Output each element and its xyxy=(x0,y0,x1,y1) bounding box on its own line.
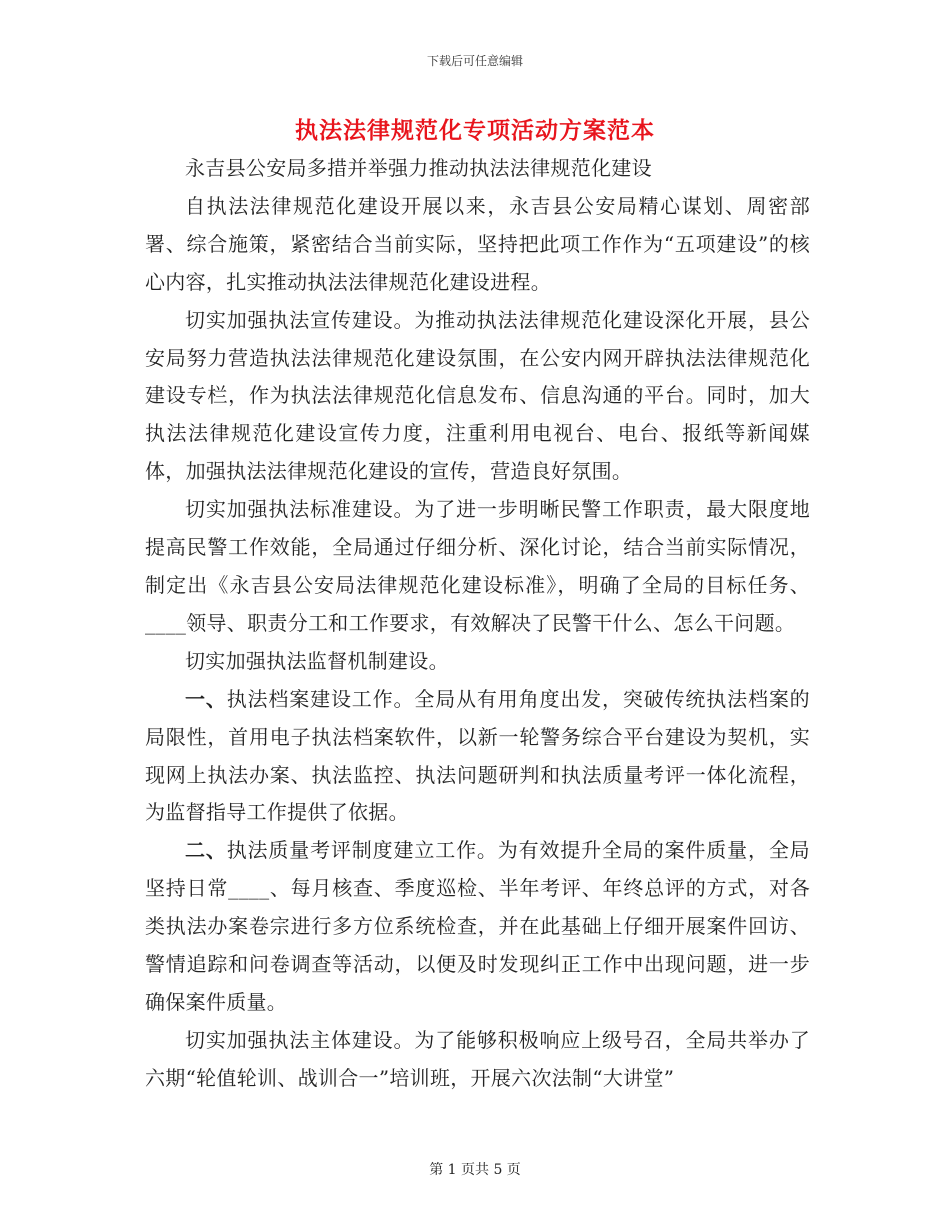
item-one-text: 执法档案建设工作。全局从有用角度出发，突破传统执法档案的局限性，首用电子执法档案软件，以新一轮警务综合平台建设为契机，实现网上执法办案、执法监控、执法问题研判和执法质量考评一体化流程，为监督指导工作提供了依据。 xyxy=(145,686,810,825)
paragraph-standards: 切实加强执法标准建设。为了进一步明晰民警工作职责，最大限度地提高民警工作效能，全局通过仔细分析、深化讨论，结合当前实际情况，制定出《永吉县公安局法律规范化建设标准》，明确了全局的目标任务、____领导、职责分工和工作要求，有效解决了民警干什么、怎么干问题。 xyxy=(145,497,810,635)
document-body xyxy=(145,150,810,1098)
item-two-text: 执法质量考评制度建立工作。为有效提升全局的案件质量，全局坚持日常____、每月核查、季度巡检、半年考评、年终总评的方式，对各类执法办案卷宗进行多方位系统检查，并在此基础上仔细开展案件回访、警情追踪和问卷调查等活动，以便及时发现纠正工作中出现问题，进一步确保案件质量。 xyxy=(145,838,810,1014)
paragraph-publicity: 切实加强执法宣传建设。为推动执法法律规范化建设深化开展，县公安局努力营造执法法律规范化建设氛围，在公安内网开辟执法法律规范化建设专栏，作为执法法律规范化信息发布、信息沟通的平台。同时，加大执法法律规范化建设宣传力度，注重利用电视台、电台、报纸等新闻媒体，加强执法法律规范化建设的宣传，营造良好氛围。 xyxy=(145,307,810,484)
item-two-lead: 二、 xyxy=(185,838,227,863)
paragraph-subtitle: 永吉县公安局多措并举强力推动执法法律规范化建设 xyxy=(185,156,652,180)
paragraph-intro: 自执法法律规范化建设开展以来，永吉县公安局精心谋划、周密部署、综合施策，紧密结合当前实际，坚持把此项工作作为“五项建设”的核心内容，扎实推动执法法律规范化建设进程。 xyxy=(145,193,810,294)
paragraph-item-two xyxy=(145,832,810,1022)
paragraph-item-one xyxy=(145,681,810,833)
item-one-lead: 一、 xyxy=(185,686,227,711)
paragraph-personnel: 切实加强执法主体建设。为了能够积极响应上级号召，全局共举办了六期“轮值轮训、战训合一”培训班，开展六次法制“大讲堂” xyxy=(145,1027,810,1090)
paragraph-supervision-heading: 切实加强执法监督机制建设。 xyxy=(185,648,449,673)
page-header-note: 下载后可任意编辑 xyxy=(426,54,523,68)
document-title: 执法法律规范化专项活动方案范本 xyxy=(295,117,655,144)
page-number: 第 1 页共 5 页 xyxy=(429,1162,521,1178)
